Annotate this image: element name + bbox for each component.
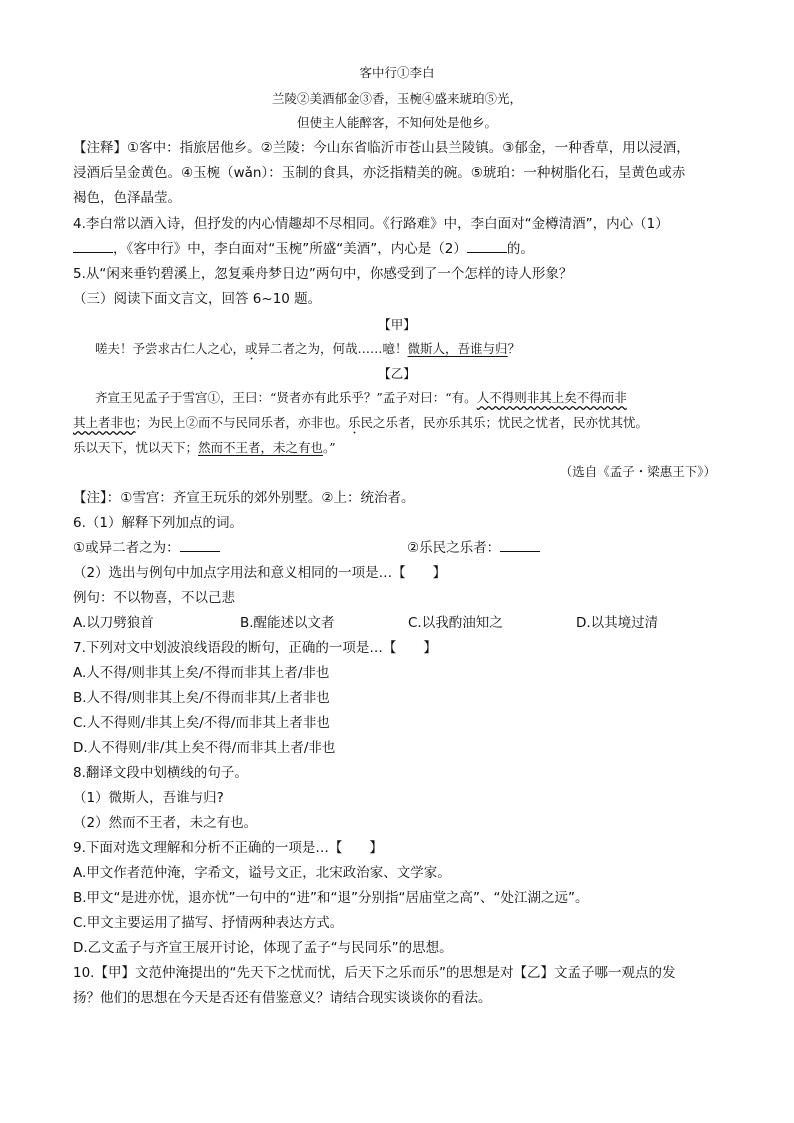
question-8-sentence-1: （1）微斯人，吾谁与归? bbox=[73, 790, 224, 806]
question-6-stem: 6.（1）解释下列加点的词。 bbox=[73, 515, 243, 531]
passage-yi-line-3: 乐以天下，忧以天下；然而不王者，未之有也。” bbox=[73, 440, 336, 455]
question-6-example: 例句：不以物喜，不以己悲 bbox=[73, 590, 235, 606]
question-7-option-d[interactable]: D.人不得则/非/其上矣不得/而非其上者/非也 bbox=[73, 740, 336, 756]
question-9-option-b[interactable]: B.甲文“是进亦忧，退亦忧”一句中的“进”和“退”分别指“居庙堂之高”、“处江湖之远”。 bbox=[73, 890, 589, 906]
question-7-option-b[interactable]: B.人不得/则非其上矣/不得而非其/上者非也 bbox=[73, 690, 330, 706]
poem-line-1: 兰陵②美酒郁金③香，玉椀④盛来琥珀⑤光， bbox=[271, 91, 522, 106]
answer-blank-1[interactable] bbox=[73, 240, 113, 253]
poem-line-2: 但使主人能醉客，不知何处是他乡。 bbox=[296, 115, 497, 130]
question-6-option-c[interactable]: C.以我酌油知之 bbox=[408, 615, 503, 631]
question-10-line-2: 扬？他们的思想在今天是否还有借鉴意义？请结合现实谈谈你的看法。 bbox=[73, 990, 492, 1006]
passage-jia-text: 嗟夫！予尝求古仁人之心，或异二者之为，何哉……噫！微斯人，吾谁与归？ bbox=[95, 341, 521, 356]
question-6-option-d[interactable]: D.以其境过清 bbox=[576, 615, 659, 631]
passage-yi-notes: 【注】：①雪宫：齐宣王玩乐的郊外别墅。②上：统治者。 bbox=[73, 490, 415, 506]
question-7-option-a[interactable]: A.人不得/则非其上矣/不得而非其上者/非也 bbox=[73, 665, 330, 681]
question-9-stem: 9.下面对选文理解和分析不正确的一项是…【 】 bbox=[73, 840, 383, 856]
question-7-option-c[interactable]: C.人不得则/非其上矣/不得/而非其上者非也 bbox=[73, 715, 330, 731]
question-7-stem: 7.下列对文中划波浪线语段的断句，正确的一项是…【 】 bbox=[73, 640, 437, 656]
question-4-line-2: ，《客中行》中，李白面对“玉椀”所盛“美酒”，内心是（2） 的。 bbox=[73, 240, 534, 258]
question-6-option-b[interactable]: B.醒能述以文者 bbox=[240, 615, 335, 631]
poem-title: 客中行①李白 bbox=[359, 65, 435, 80]
passage-yi-line-1: 齐宣王见孟子于雪宫①，王曰：“贤者亦有此乐乎？”孟子对曰：“有。人不得则非其上矣不得而非 bbox=[95, 390, 627, 405]
poem-notes-line-3: 褐色，色泽晶莹。 bbox=[73, 190, 181, 206]
section-3-heading: （三）阅读下面文言文，回答 6~10 题。 bbox=[73, 291, 322, 307]
question-5: 5.从“闲来垂钓碧溪上，忽复乘舟梦日边”两句中，你感受到了一个怎样的诗人形象？ bbox=[73, 266, 573, 282]
passage-yi-source: （选自《孟子・梁惠王下》） bbox=[559, 464, 716, 479]
answer-blank-6b[interactable] bbox=[500, 539, 540, 552]
passage-jia-label: 【甲】 bbox=[378, 317, 416, 332]
question-10-line-1: 10.【甲】文范仲淹提出的“先天下之忧而忧，后天下之乐而乐”的思想是对【乙】文孟子哪一观点的发 bbox=[73, 965, 676, 981]
question-4-line-1: 4.李白常以酒入诗，但抒发的内心情趣却不尽相同。《行路难》中，李白面对“金樽清酒”，内心（1） bbox=[73, 216, 669, 232]
answer-blank-6a[interactable] bbox=[180, 539, 220, 552]
answer-blank-2[interactable] bbox=[467, 240, 507, 253]
question-9-option-d[interactable]: D.乙文孟子与齐宣王展开讨论，体现了孟子“与民同乐”的思想。 bbox=[73, 940, 453, 956]
question-6-option-a[interactable]: A.以刀劈狼首 bbox=[73, 615, 154, 631]
question-8-sentence-2: （2）然而不王者，未之有也。 bbox=[73, 815, 258, 831]
poem-notes-line-2: 浸酒后呈金黄色。④玉椀（wǎn）：玉制的食具，亦泛指精美的碗。⑤琥珀：一种树脂化石，呈黄色或赤 bbox=[73, 165, 686, 181]
question-6-part-a: ①或异二者之为： bbox=[73, 539, 220, 557]
poem-notes-line-1: 【注释】①客中：指旅居他乡。②兰陵：今山东省临沂市苍山县兰陵镇。③郁金，一种香草，用以浸酒， bbox=[73, 140, 690, 156]
question-8-stem: 8.翻译文段中划横线的句子。 bbox=[73, 765, 248, 781]
passage-yi-line-2: 其上者非也；为民上②而不与民同乐者，亦非也。乐民之乐者，民亦乐其乐；忧民之忧者，民亦忧其忧。 bbox=[73, 415, 649, 430]
question-9-option-c[interactable]: C.甲文主要运用了描写、抒情两种表达方式。 bbox=[73, 915, 344, 931]
question-9-option-a[interactable]: A.甲文作者范仲淹，字希文，谥号文正，北宋政治家、文学家。 bbox=[73, 865, 451, 881]
question-6-part-b: ②乐民之乐者： bbox=[407, 539, 540, 557]
question-6-part-2: （2）选出与例句中加点字用法和意义相同的一项是…【 】 bbox=[73, 565, 447, 581]
passage-yi-label: 【乙】 bbox=[378, 366, 416, 381]
